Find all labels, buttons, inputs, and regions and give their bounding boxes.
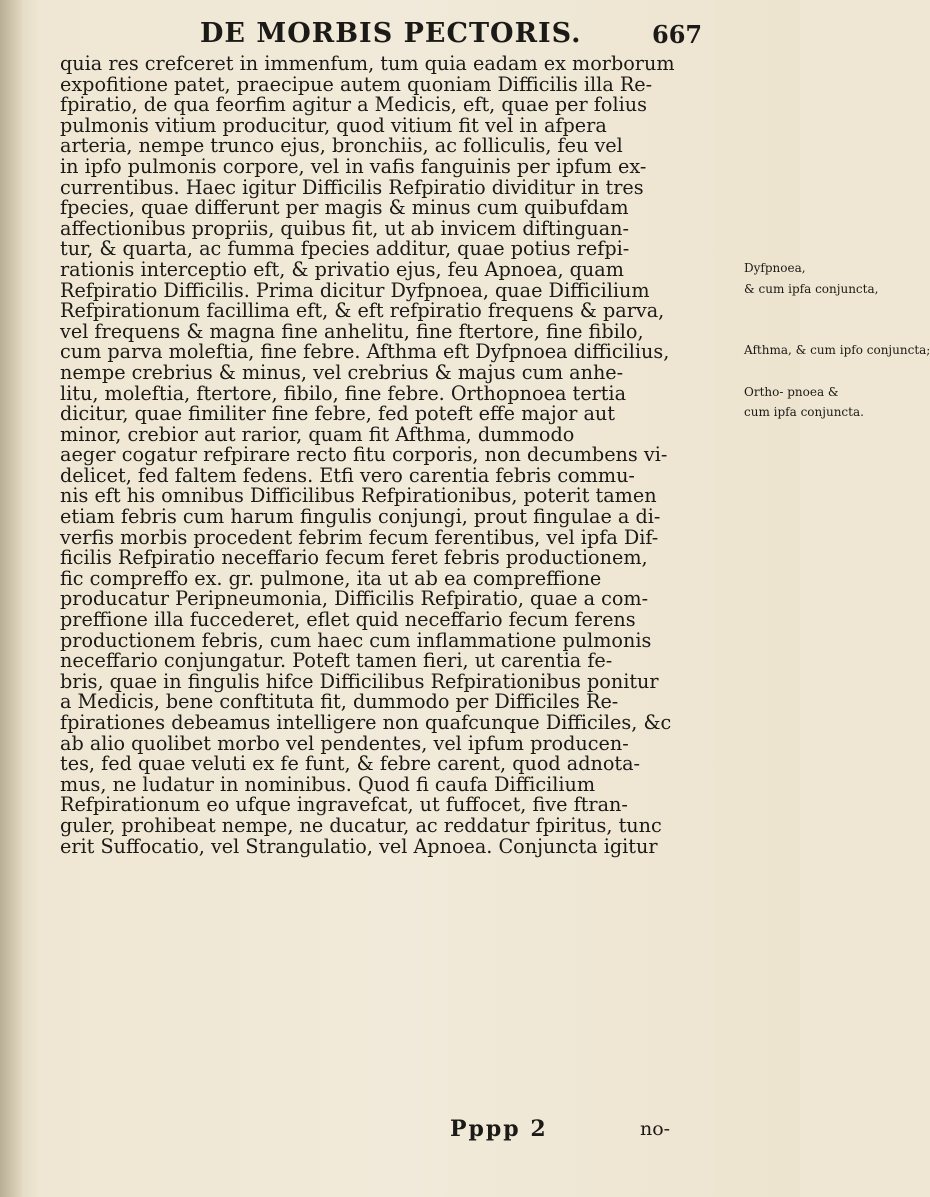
text-line: producatur Peripneumonia, Difficilis Refpiratio, quae a com- bbox=[60, 587, 649, 611]
text-line: verfis morbis procedent febrim fecum ferentibus, vel ipfa Dif- bbox=[60, 525, 659, 549]
text-line: Refpiratio Difficilis. Prima dicitur Dyfpnoea, quae Difficilium bbox=[60, 278, 650, 302]
catchword: no- bbox=[640, 1118, 671, 1140]
running-header: DE MORBIS PECTORIS. bbox=[200, 18, 582, 49]
text-line: fic compreffo ex. gr. pulmone, ita ut ab ea compreffione bbox=[60, 566, 602, 590]
text-line: dicitur, quae fimiliter fine febre, fed poteft effe major aut bbox=[60, 402, 615, 426]
text-line: Refpirationum facillima eft, & eft refpiratio frequens & parva, bbox=[60, 299, 665, 323]
text-line: quia res crefceret in immenfum, tum quia eadam ex morborum bbox=[60, 52, 675, 75]
text-line: erit Suffocatio, vel Strangulatio, vel Apnoea. Conjuncta igitur bbox=[60, 834, 658, 858]
text-line: litu, moleftia, ftertore, fibilo, fine febre. Orthopnoea tertia bbox=[60, 381, 627, 405]
text-line: expofitione patet, praecipue autem quoniam Difficilis illa Re- bbox=[60, 72, 653, 96]
margin-note: Ortho- pnoea & bbox=[744, 384, 839, 399]
text-line: currentibus. Haec igitur Difficilis Refpiratio dividitur in tres bbox=[60, 175, 644, 199]
text-line: Refpirationum eo ufque ingravefcat, ut fuffocet, five ftran- bbox=[60, 793, 628, 817]
text-line: productionem febris, cum haec cum inflammatione pulmonis bbox=[60, 628, 652, 652]
text-line: neceffario conjungatur. Poteft tamen fieri, ut carentia fe- bbox=[60, 649, 613, 673]
page-edge-shadow bbox=[0, 0, 22, 1197]
text-line: nempe crebrius & minus, vel crebrius & majus cum anhe- bbox=[60, 360, 624, 384]
text-line: fpiratio, de qua feorfim agitur a Medicis, eft, quae per folius bbox=[60, 93, 647, 117]
text-line: rationis interceptio eft, & privatio ejus, feu Apnoea, quam bbox=[60, 257, 624, 281]
text-line: cum parva moleftia, fine febre. Afthma eft Dyfpnoea difficilius, bbox=[60, 340, 670, 364]
text-line: vel frequens & magna fine anhelitu, fine ftertore, fine fibilo, bbox=[60, 319, 644, 343]
signature-mark: Pppp 2 bbox=[450, 1116, 548, 1142]
text-line: pulmonis vitium producitur, quod vitium fit vel in afpera bbox=[60, 113, 607, 137]
text-line: in ipfo pulmonis corpore, vel in vafis fanguinis per ipfum ex- bbox=[60, 154, 647, 178]
margin-note: Afthma, & cum ipfo conjuncta; bbox=[744, 343, 930, 358]
text-line: bris, quae in fingulis hifce Difficilibus Refpirationibus ponitur bbox=[60, 669, 659, 693]
text-line: fpecies, quae differunt per magis & minus cum quibufdam bbox=[60, 196, 629, 220]
text-line: arteria, nempe trunco ejus, bronchiis, ac folliculis, feu vel bbox=[60, 134, 623, 158]
main-text-block bbox=[60, 52, 930, 858]
margin-note: & cum ipfa conjuncta, bbox=[744, 281, 879, 296]
text-line: minor, crebior aut rarior, quam fit Afthma, dummodo bbox=[60, 422, 575, 446]
text-line: tur, & quarta, ac fumma fpecies additur, quae potius refpi- bbox=[60, 237, 630, 261]
margin-note: Dyfpnoea, bbox=[744, 261, 806, 275]
text-line: a Medicis, bene conftituta fit, dummodo per Difficiles Re- bbox=[60, 690, 619, 714]
text-line: guler, prohibeat nempe, ne ducatur, ac reddatur fpiritus, tunc bbox=[60, 813, 662, 837]
text-line: preffione illa fuccederet, eflet quid neceffario fecum ferens bbox=[60, 608, 636, 632]
text-line: aeger cogatur refpirare recto fitu corporis, non decumbens vi- bbox=[60, 443, 668, 467]
margin-note: cum ipfa conjuncta. bbox=[744, 405, 864, 420]
text-line: fpirationes debeamus intelligere non quafcunque Difficiles, &c bbox=[60, 711, 672, 734]
text-line: ab alio quolibet morbo vel pendentes, vel ipfum producen- bbox=[60, 731, 629, 755]
text-line: etiam febris cum harum fingulis conjungi, prout fingulae a di- bbox=[60, 505, 661, 529]
text-line: affectionibus propriis, quibus fit, ut ab invicem diftinguan- bbox=[60, 216, 630, 240]
text-line: delicet, fed faltem fedens. Etfi vero carentia febris commu- bbox=[60, 463, 635, 487]
text-line: mus, ne ludatur in nominibus. Quod fi caufa Difficilium bbox=[60, 772, 596, 796]
text-line: ficilis Refpiratio neceffario fecum feret febris productionem, bbox=[60, 546, 648, 570]
text-line: tes, fed quae veluti ex fe funt, & febre carent, quod adnota- bbox=[60, 752, 641, 776]
text-line: nis eft his omnibus Difficilibus Refpirationibus, poterit tamen bbox=[60, 484, 657, 508]
page-number: 667 bbox=[652, 20, 703, 49]
